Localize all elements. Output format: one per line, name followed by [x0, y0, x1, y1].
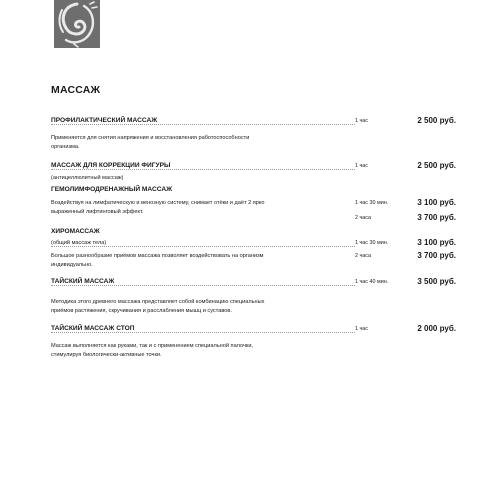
item-description: Воздействуя на лимфатическую и венозную систему, снимает отёки и даёт 2 ярко — [51, 200, 265, 206]
item-price: 3 100 руб. — [417, 198, 456, 207]
item-price: 3 700 руб. — [417, 212, 456, 222]
item-description: Методика этого древнего массажа представляет собой комбинацию специальных приёмов растяжения, скручивания и расслабления мышц и суставов. — [51, 299, 265, 314]
item-price: 2 500 руб. — [417, 161, 456, 170]
item-description: Применяется для снятия напряжения и восстановления работоспособности организма. — [51, 135, 250, 150]
brand-logo — [54, 0, 100, 48]
item-name: ПРОФИЛАКТИЧЕСКИЙ МАССАЖ — [51, 117, 158, 124]
menu-item — [51, 325, 456, 360]
item-duration: 1 час — [355, 163, 368, 169]
leader-dots — [51, 332, 355, 333]
item-subtitle: (общий массаж тела) — [51, 240, 107, 246]
menu-item — [51, 162, 456, 183]
item-duration: 1 час — [355, 326, 368, 332]
menu-item — [51, 278, 456, 316]
item-name: ГЕМОЛИМФОДРЕНАЖНЫЙ МАССАЖ — [51, 186, 173, 193]
item-duration: 1 час 40 мин. — [355, 279, 389, 285]
leader-dots — [51, 124, 355, 125]
menu-item — [51, 117, 456, 152]
item-name: МАССАЖ ДЛЯ КОРРЕКЦИИ ФИГУРЫ — [51, 162, 171, 169]
menu-item — [51, 228, 456, 271]
item-duration: 2 часа — [355, 214, 371, 221]
item-price: 2 500 руб. — [417, 116, 456, 125]
item-description: Массаж выполняется как руками, так и с применением специальной палочки, стимулируя биологически-активные точки. — [51, 343, 254, 358]
leader-dots — [51, 285, 355, 286]
item-duration: 1 час — [355, 118, 368, 124]
item-name: ТАЙСКИЙ МАССАЖ СТОП — [51, 325, 135, 332]
item-price: 2 000 руб. — [417, 324, 456, 333]
item-name: ХИРОМАССАЖ — [51, 228, 100, 235]
item-price: 3 700 руб. — [417, 251, 456, 260]
item-subtitle: (антицеллюлитный массаж) — [51, 175, 124, 181]
item-price: 3 100 руб. — [417, 238, 456, 247]
page-title: МАССАЖ — [51, 84, 101, 96]
item-duration: 2 часа — [355, 253, 371, 259]
item-price: 3 500 руб. — [417, 277, 456, 286]
item-description: Большое разнообразие приёмов массажа позволяет воздействовать на организм — [51, 253, 264, 259]
leader-dots — [51, 246, 355, 247]
item-name: ТАЙСКИЙ МАССАЖ — [51, 278, 115, 285]
item-description: индивидуально. — [51, 261, 93, 268]
item-duration: 1 час 30 мин. — [355, 240, 389, 246]
menu-item — [51, 186, 456, 223]
item-duration: 1 час 30 мин. — [355, 200, 389, 206]
item-description: выраженный лифтинговый эффект. — [51, 208, 144, 215]
leader-dots — [51, 169, 355, 170]
